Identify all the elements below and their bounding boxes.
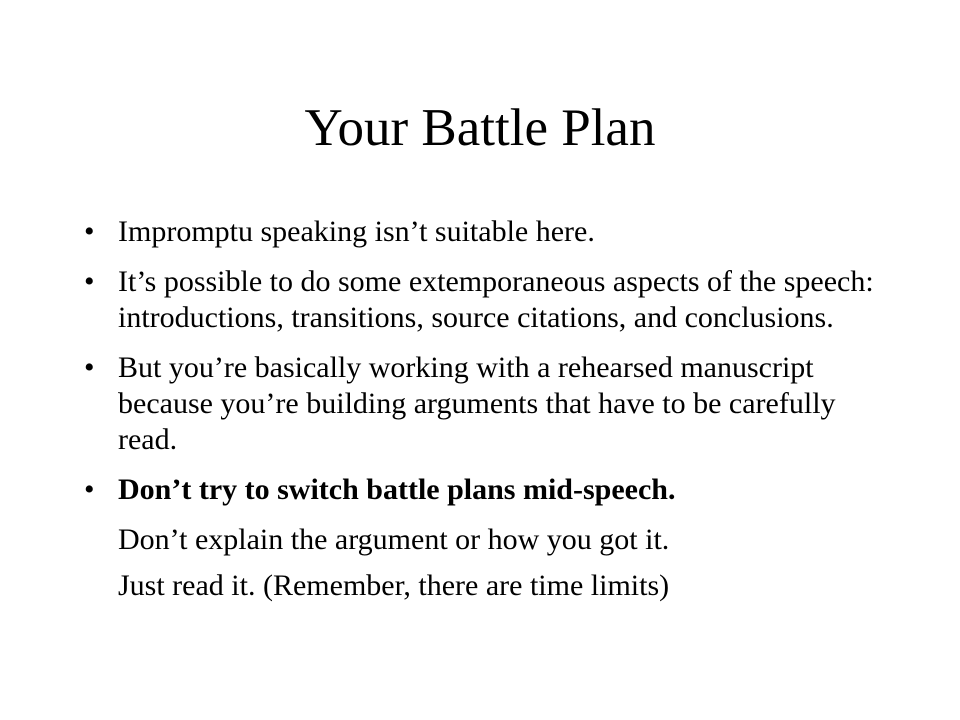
bullet-marker: • <box>84 473 95 506</box>
bullet-marker: • <box>84 215 95 248</box>
bullet-text: Don’t try to switch battle plans mid-speech. <box>118 473 676 506</box>
bullet-item <box>84 350 884 458</box>
bullet-item-emphasized <box>84 472 884 508</box>
bullet-marker: • <box>84 265 95 298</box>
continuation-text: Just read it. (Remember, there are time limits) <box>118 569 670 602</box>
slide-title: Your Battle Plan <box>304 99 656 157</box>
continuation-text: Don’t explain the argument or how you got it. <box>118 523 670 556</box>
bullet-item <box>84 264 884 336</box>
bullet-list <box>84 214 884 614</box>
bullet-item <box>84 214 884 250</box>
bullet-text: Impromptu speaking isn’t suitable here. <box>118 215 595 248</box>
continuation-line <box>84 522 884 558</box>
continuation-line <box>84 568 884 604</box>
bullet-text: It’s possible to do some extemporaneous aspects of the speech: introductions, transitions, source citations, and conclusions. <box>118 265 874 334</box>
bullet-marker: • <box>84 351 95 384</box>
bullet-text: But you’re basically working with a rehearsed manuscript because you’re building arguments that have to be carefully read. <box>118 351 836 456</box>
